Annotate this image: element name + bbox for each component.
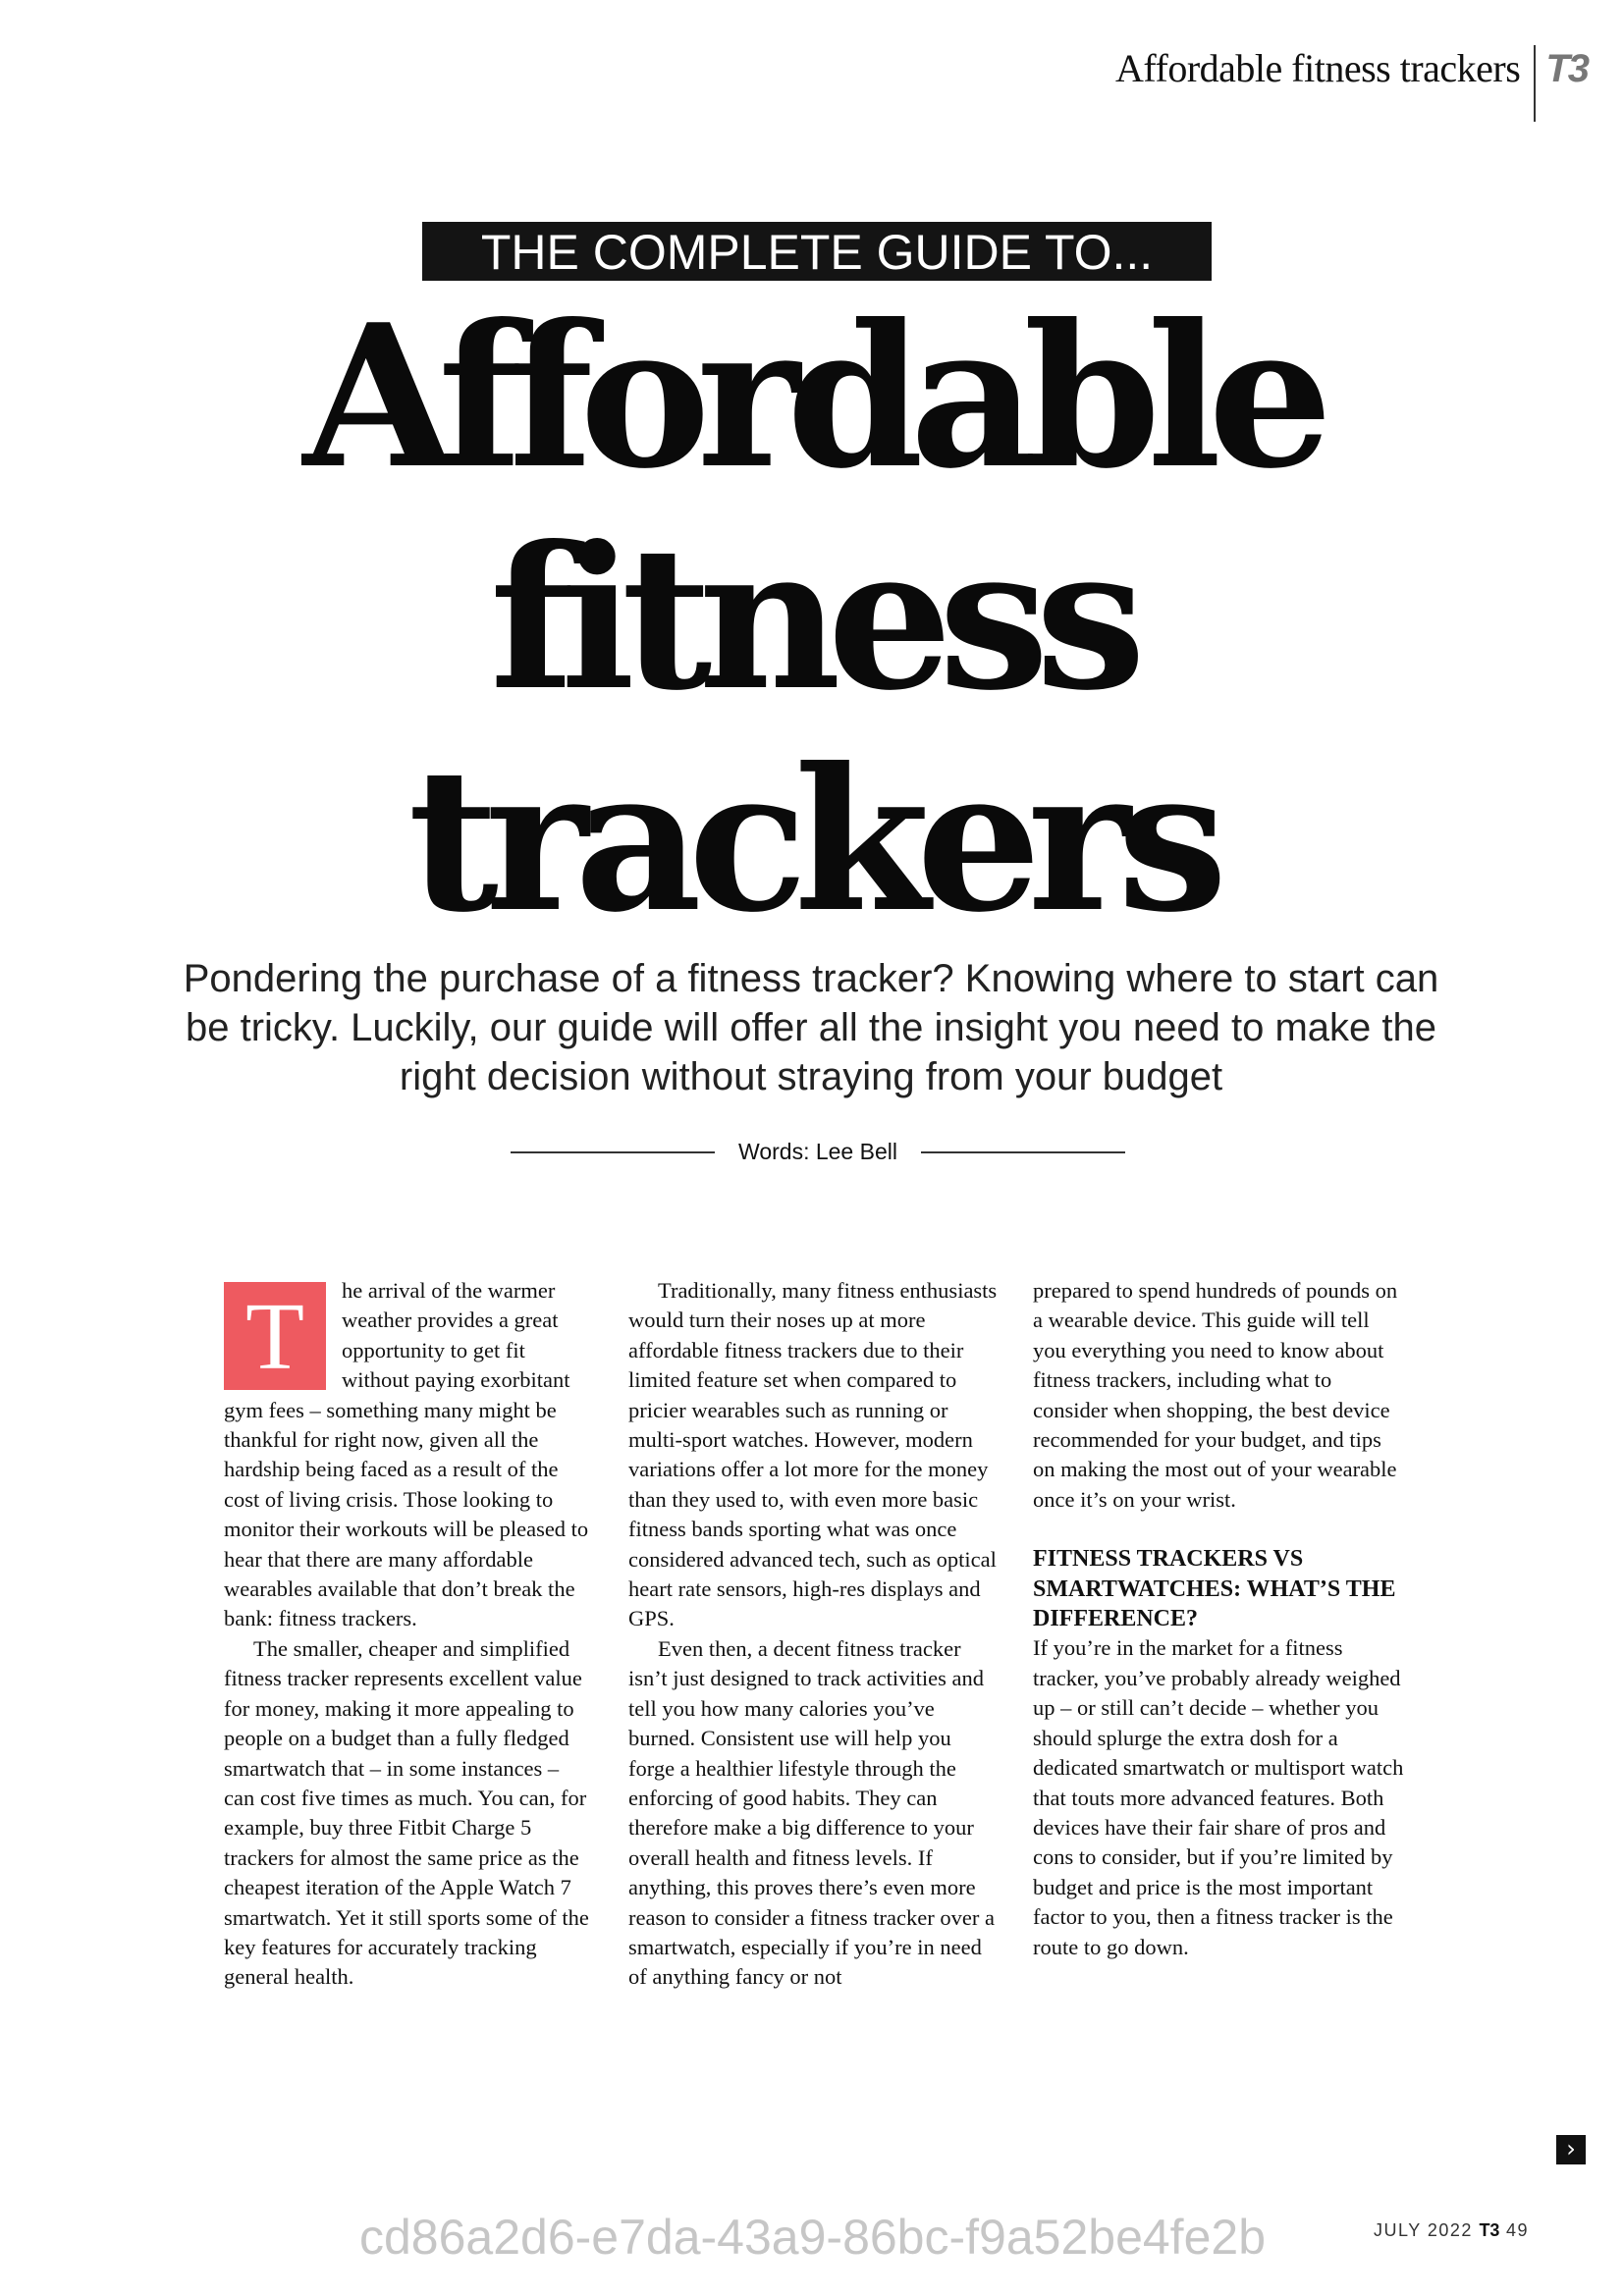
body-paragraph: he arrival of the warmer weather provides a great opportunity to get fit without paying exorbitant gym fees – something many might be thankful for right now, given all the hardship being faced as a result of the cost of living crisis. Those looking to monitor their workouts will be pleased to hear that there are many affordable wearables available that don’t break the bank: fitness trackers. bbox=[224, 1278, 589, 1631]
running-head-title: Affordable fitness trackers bbox=[1115, 46, 1521, 90]
body-paragraph: If you’re in the market for a fitness tracker, you’ve probably already weighed up – or still can’t decide – whether you should splurge the extra dosh for a dedicated smartwatch or multisport watch that touts more advanced features. Both devices have their fair share of pros and cons to consider, but if you’re limited by budget and price is the most important factor to you, then a fitness tracker is the route to go down. bbox=[1033, 1635, 1404, 1959]
body-paragraph: Even then, a decent fitness tracker isn’t just designed to track activities and tell you how many calories you’ve burned. Consistent use will help you forge a healthier lifestyle through the enforcing of good habits. They can therefore make a big difference to your overall health and fitness levels. If anything, this proves there’s even more reason to consider a fitness tracker over a smartwatch, especially if you’re in need of anything fancy or not bbox=[628, 1635, 995, 1990]
byline-rule-right bbox=[921, 1151, 1125, 1153]
standfirst: Pondering the purchase of a fitness tracker? Knowing where to start can be tricky. Luckily, our guide will offer all the insight you need to make the right decision without straying from your budget bbox=[183, 957, 1439, 1098]
byline-text: Words: Lee Bell bbox=[738, 1139, 897, 1164]
byline bbox=[511, 1139, 1125, 1165]
body-column-1 bbox=[224, 1276, 595, 1993]
running-head bbox=[1115, 45, 1588, 122]
page-number: 49 bbox=[1505, 2220, 1529, 2240]
t3-logo: T3 bbox=[1545, 47, 1588, 90]
kicker-banner: THE COMPLETE GUIDE TO... bbox=[422, 222, 1212, 281]
byline-rule-left bbox=[511, 1151, 715, 1153]
body-column-2 bbox=[628, 1276, 1000, 1993]
folio-issue: JULY 2022 bbox=[1374, 2220, 1473, 2240]
subheading: FITNESS TRACKERS VS SMARTWATCHES: WHAT’S THE DIFFERENCE? bbox=[1033, 1546, 1396, 1632]
folio-brand: T3 bbox=[1479, 2220, 1500, 2240]
body-paragraph: prepared to spend hundreds of pounds on a wearable device. This guide will tell you everything you need to know about fitness trackers, including what to consider when shopping, the best device recommended for your budget, and tips on making the most out of your wearable once it’s on your wrist. bbox=[1033, 1278, 1398, 1512]
body-paragraph: Traditionally, many fitness enthusiasts would turn their noses up at more affordable fitness trackers due to their limited feature set when compared to pricier wearables such as running or multi-sport watches. However, modern variations offer a lot more for the money than they used to, with even more basic fitness bands sporting what was once considered advanced tech, such as optical heart rate sensors, high-res displays and GPS. bbox=[628, 1278, 998, 1631]
headline: Affordable fitness trackers bbox=[302, 282, 1320, 956]
document-id-watermark: cd86a2d6-e7da-43a9-86bc-f9a52be4fe2b bbox=[359, 2210, 1266, 2265]
body-column-3 bbox=[1033, 1276, 1404, 1962]
folio bbox=[1374, 2220, 1529, 2241]
drop-cap: T bbox=[224, 1282, 326, 1390]
body-paragraph: The smaller, cheaper and simplified fitness tracker represents excellent value for money, making it more appealing to people on a budget than a fully fledged smartwatch that – in some instances – can cost five times as much. You can, for example, buy three Fitbit Charge 5 trackers for almost the same price as the cheapest iteration of the Apple Watch 7 smartwatch. Yet it still sports some of the key features for accurately tracking general health. bbox=[224, 1635, 589, 1990]
next-page-arrow-icon: › bbox=[1556, 2135, 1586, 2164]
